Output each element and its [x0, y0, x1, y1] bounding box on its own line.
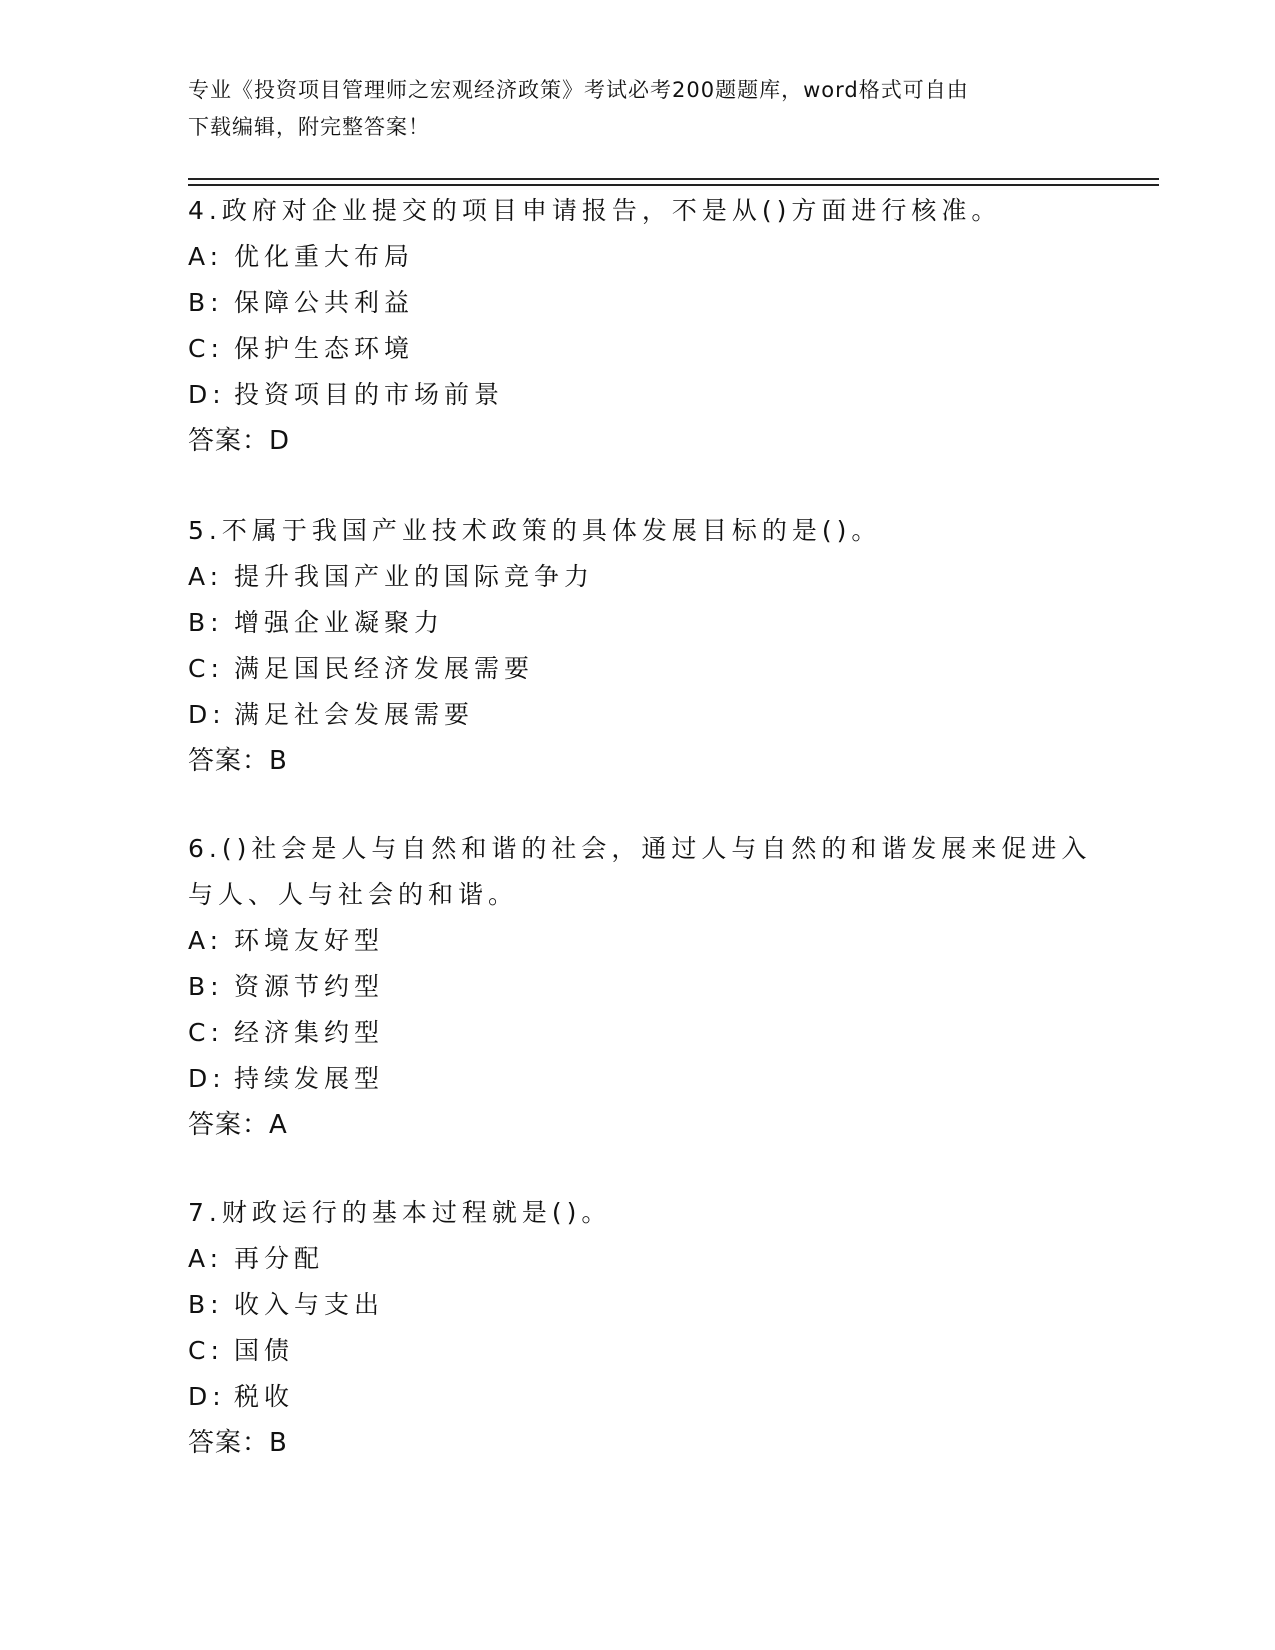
- option-key: C:: [188, 1336, 224, 1365]
- question-block: [188, 508, 1088, 784]
- option-c: [188, 1328, 1088, 1374]
- option-a: [188, 554, 1088, 600]
- answer-line: 答案：B: [188, 746, 288, 776]
- question-stem: 6.()社会是人与自然和谐的社会，通过人与自然的和谐发展来促进入: [188, 834, 1092, 863]
- option-c: [188, 326, 1088, 372]
- header-line-2: 下载编辑，附完整答案！: [188, 115, 430, 139]
- option-text: 提升我国产业的国际竞争力: [234, 562, 595, 591]
- option-text: 税收: [234, 1382, 295, 1411]
- option-text: 保障公共利益: [234, 288, 415, 317]
- option-b: [188, 600, 1088, 646]
- option-key: C:: [188, 1018, 224, 1047]
- option-d: [188, 372, 1088, 418]
- option-text: 满足国民经济发展需要: [234, 654, 535, 683]
- option-text: 保护生态环境: [234, 334, 415, 363]
- option-text: 国债: [234, 1336, 295, 1365]
- header-divider-top: [188, 178, 1159, 180]
- option-text: 满足社会发展需要: [234, 700, 475, 729]
- question-stem: 4.政府对企业提交的项目申请报告，不是从()方面进行核准。: [188, 196, 1002, 225]
- option-text: 环境友好型: [234, 926, 385, 955]
- question-stem: 5.不属于我国产业技术政策的具体发展目标的是()。: [188, 516, 882, 545]
- answer-line: 答案：B: [188, 1428, 288, 1458]
- header-line-1: 专业《投资项目管理师之宏观经济政策》考试必考200题题库，word格式可自由: [188, 78, 969, 102]
- option-key: B:: [188, 288, 224, 317]
- option-a: [188, 918, 1088, 964]
- question-block: [188, 188, 1088, 464]
- question-stem: 7.财政运行的基本过程就是()。: [188, 1198, 612, 1227]
- option-text: 资源节约型: [234, 972, 385, 1001]
- option-key: C:: [188, 654, 224, 683]
- option-key: A:: [188, 242, 224, 271]
- option-text: 增强企业凝聚力: [234, 608, 445, 637]
- option-a: [188, 234, 1088, 280]
- option-key: D:: [188, 1064, 226, 1093]
- option-key: B:: [188, 972, 224, 1001]
- option-text: 经济集约型: [234, 1018, 385, 1047]
- document-header: [188, 72, 1088, 146]
- option-key: A:: [188, 562, 224, 591]
- option-key: D:: [188, 1382, 226, 1411]
- option-b: [188, 964, 1088, 1010]
- option-key: C:: [188, 334, 224, 363]
- question-block: [188, 1190, 1088, 1466]
- option-key: D:: [188, 700, 226, 729]
- option-text: 优化重大布局: [234, 242, 415, 271]
- question-block: [188, 826, 1092, 1148]
- option-text: 收入与支出: [234, 1290, 385, 1319]
- header-divider-bottom: [188, 184, 1159, 186]
- option-d: [188, 1374, 1088, 1420]
- answer-line: 答案：D: [188, 426, 291, 456]
- option-key: A:: [188, 1244, 224, 1273]
- option-text: 投资项目的市场前景: [234, 380, 505, 409]
- option-text: 再分配: [234, 1244, 325, 1273]
- option-b: [188, 1282, 1088, 1328]
- option-d: [188, 1056, 1088, 1102]
- option-a: [188, 1236, 1088, 1282]
- option-c: [188, 1010, 1088, 1056]
- answer-line: 答案：A: [188, 1110, 288, 1140]
- option-key: B:: [188, 1290, 224, 1319]
- option-b: [188, 280, 1088, 326]
- option-key: A:: [188, 926, 224, 955]
- option-text: 持续发展型: [234, 1064, 385, 1093]
- question-stem-continued: 与人、人与社会的和谐。: [188, 880, 519, 909]
- option-d: [188, 692, 1088, 738]
- option-key: D:: [188, 380, 226, 409]
- option-c: [188, 646, 1088, 692]
- option-key: B:: [188, 608, 224, 637]
